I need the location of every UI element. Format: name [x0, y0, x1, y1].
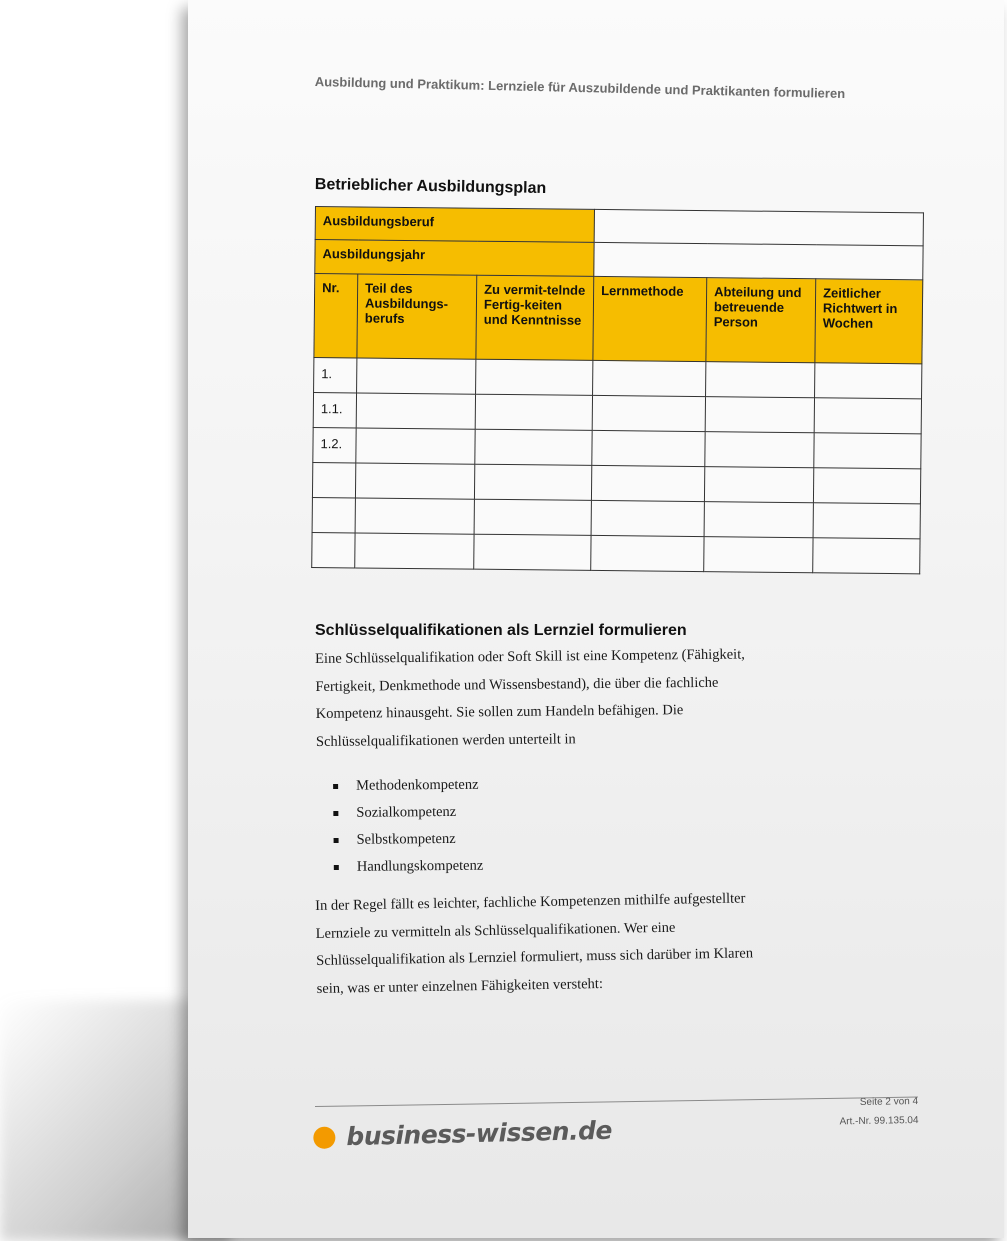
footer-page-info	[788, 1092, 919, 1132]
row-number	[312, 462, 355, 497]
col-header-teil: Teil des Ausbildungs-berufs	[357, 274, 477, 359]
paragraph-line: Lernziele zu vermitteln als Schlüsselqualifikationen. Wer eine	[315, 919, 676, 942]
row-number	[312, 532, 355, 567]
paragraph-line: sein, was er unter einzelnen Fähigkeiten versteht:	[316, 975, 604, 997]
list-item	[333, 799, 483, 827]
table-cell[interactable]	[593, 360, 706, 396]
table-cell[interactable]	[705, 432, 814, 468]
col-header-nr: Nr.	[314, 274, 358, 358]
table-cell[interactable]	[591, 500, 704, 536]
paragraph-line: Eine Schlüsselqualifikation oder Soft Skill ist eine Kompetenz (Fähigkeit,	[315, 646, 745, 667]
ausbildungsjahr-label: Ausbildungsjahr	[315, 240, 594, 277]
table-cell[interactable]	[704, 467, 813, 503]
col-header-fertigkeiten: Zu vermit-telnde Fertig-keiten und Kenntnisse	[476, 275, 594, 360]
table-cell[interactable]	[592, 430, 705, 466]
table-cell[interactable]	[814, 433, 921, 469]
paragraph-regel	[315, 885, 754, 1003]
business-wissen-logo[interactable]	[313, 1116, 612, 1152]
table-cell[interactable]	[355, 498, 474, 534]
col-header-lernmethode: Lernmethode	[593, 276, 707, 361]
table-cell[interactable]	[591, 535, 704, 571]
bullet-square-icon	[334, 838, 339, 843]
table-cell[interactable]	[356, 428, 475, 464]
table-cell[interactable]	[704, 537, 813, 573]
section-title-ausbildungsplan: Betrieblicher Ausbildungsplan	[314, 176, 547, 198]
paragraph-line: Fertigkeit, Denkmethode und Wissensbestand), die über die fachliche	[315, 674, 719, 695]
table-cell[interactable]	[355, 463, 474, 499]
logo-text: business-wissen.de	[345, 1115, 613, 1152]
page-number: Seite 2 von 4	[859, 1095, 919, 1109]
article-number: Art.-Nr. 99.135.04	[839, 1114, 919, 1128]
table-cell[interactable]	[814, 398, 921, 434]
table-cell[interactable]	[474, 464, 591, 500]
bullet-square-icon	[333, 811, 338, 816]
list-item-label: Methodenkompetenz	[356, 776, 479, 794]
table-cell[interactable]	[475, 429, 592, 465]
ausbildungsplan-table	[311, 206, 924, 574]
table-cell[interactable]	[476, 359, 593, 395]
row-number: 1.	[314, 357, 357, 392]
paragraph-intro	[315, 642, 746, 756]
ausbildungsberuf-value[interactable]	[594, 209, 923, 245]
table-cell[interactable]	[813, 468, 920, 504]
table-cell[interactable]	[704, 502, 813, 538]
row-number	[312, 497, 355, 532]
table-cell[interactable]	[474, 499, 591, 535]
paragraph-line: Schlüsselqualifikation als Lernziel formuliert, muss sich darüber im Klaren	[316, 945, 754, 969]
document-header: Ausbildung und Praktikum: Lernziele für Auszubildende und Praktikanten formulieren	[314, 74, 846, 102]
list-item	[333, 826, 483, 854]
table-cell[interactable]	[815, 363, 922, 399]
paragraph-line: Schlüsselqualifikationen werden unterteilt in	[315, 730, 576, 750]
paragraph-line: Kompetenz hinausgeht. Sie sollen zum Handeln befähigen. Die	[315, 702, 684, 722]
document-page	[188, 0, 1004, 1238]
table-cell[interactable]	[591, 465, 704, 501]
orange-dot-icon	[313, 1126, 336, 1149]
col-header-zeit: Zeitlicher Richtwert in Wochen	[815, 279, 923, 364]
bullet-square-icon	[333, 784, 338, 789]
table-cell[interactable]	[813, 503, 920, 539]
table-cell[interactable]	[356, 393, 475, 429]
table-cell[interactable]	[357, 358, 476, 394]
list-item-label: Sozialkompetenz	[356, 803, 457, 821]
list-item	[334, 853, 484, 881]
list-item	[333, 772, 483, 800]
table-cell[interactable]	[705, 397, 814, 433]
list-item-label: Selbstkompetenz	[356, 830, 456, 848]
row-number: 1.2.	[313, 427, 356, 462]
table-cell[interactable]	[813, 538, 920, 574]
section-title-schluesselqualifikationen: Schlüsselqualifikationen als Lernziel formulieren	[315, 622, 687, 639]
list-item-label: Handlungskompetenz	[356, 857, 484, 875]
bullet-square-icon	[334, 865, 339, 870]
kompetenz-list	[333, 772, 483, 881]
table-cell[interactable]	[355, 533, 474, 569]
table-cell[interactable]	[592, 395, 705, 431]
row-number: 1.1.	[313, 392, 356, 427]
paragraph-line: In der Regel fällt es leichter, fachliche Kompetenzen mithilfe aufgestellter	[315, 890, 746, 914]
table-cell[interactable]	[706, 362, 815, 398]
table-cell[interactable]	[475, 394, 592, 430]
ausbildungsjahr-value[interactable]	[594, 242, 923, 279]
table-cell[interactable]	[474, 534, 591, 570]
col-header-abteilung: Abteilung und betreuende Person	[706, 278, 816, 363]
ausbildungsberuf-label: Ausbildungsberuf	[315, 207, 594, 243]
